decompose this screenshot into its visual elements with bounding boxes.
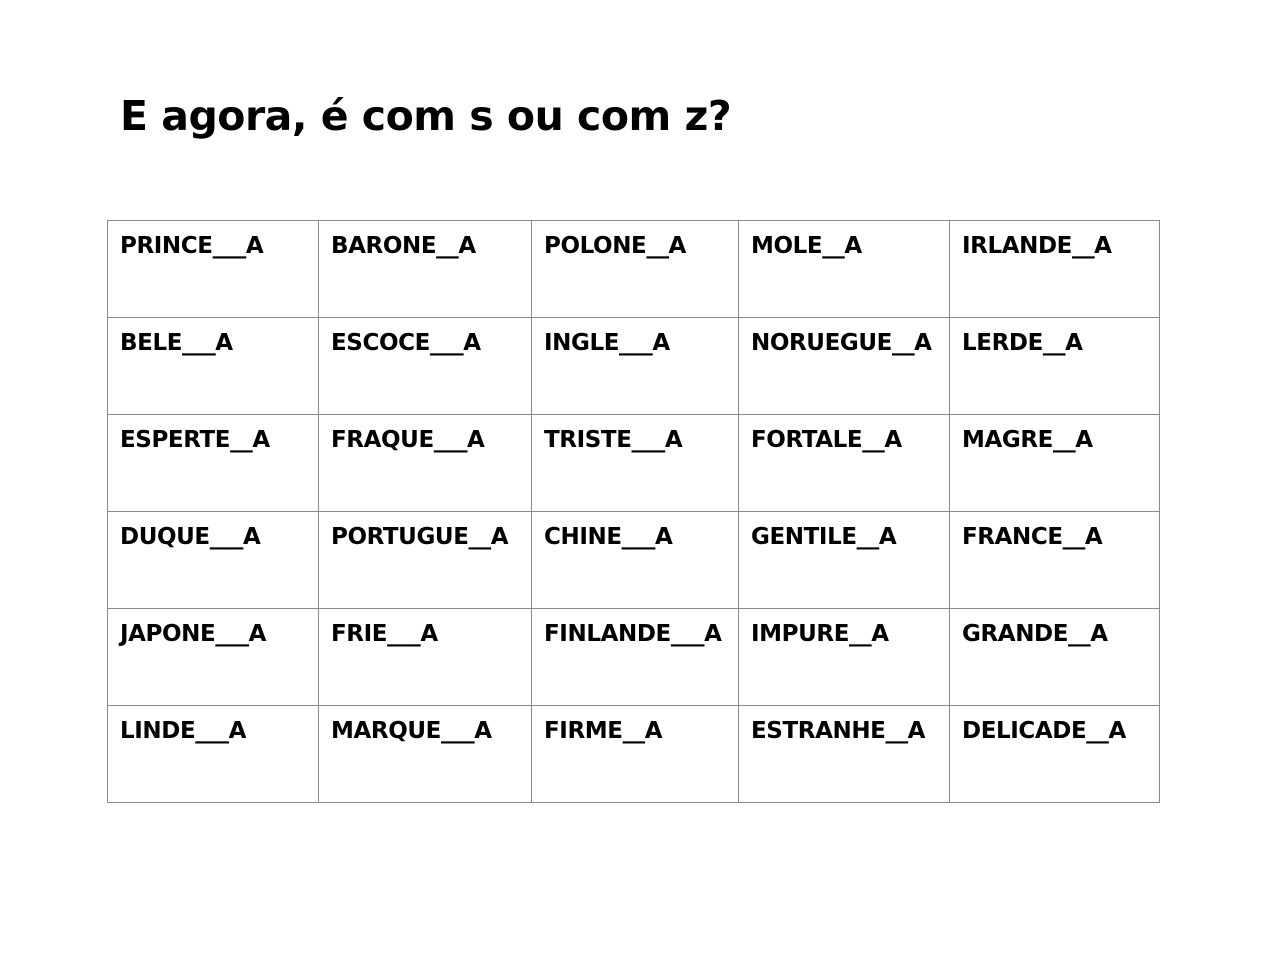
table-cell [532,415,739,512]
table-row [108,221,1160,318]
word-blank: ESTRANHE__A [751,718,926,744]
table-cell [739,706,950,803]
word-blank: GENTILE__A [751,524,897,550]
word-blank: POLONE__A [544,233,686,259]
word-blank: FINLANDE___A [544,621,722,647]
table-cell [108,415,319,512]
word-blank: GRANDE__A [962,621,1108,647]
page-title: E agora, é com s ou com z? [120,92,732,140]
word-blank: MOLE__A [751,233,862,259]
word-blank: INGLE___A [544,330,670,356]
table-cell [319,512,532,609]
word-blank: LERDE__A [962,330,1083,356]
word-blank: ESPERTE__A [120,427,270,453]
word-blank: LINDE___A [120,718,246,744]
word-blank: ESCOCE___A [331,330,481,356]
table-row [108,318,1160,415]
table-cell [950,512,1160,609]
table-cell [319,609,532,706]
word-blank: PRINCE___A [120,233,264,259]
table-cell [532,706,739,803]
word-blank: DELICADE__A [962,718,1126,744]
table-cell [532,609,739,706]
table-cell [319,221,532,318]
table-cell [108,512,319,609]
word-blank: TRISTE___A [544,427,683,453]
word-blank: NORUEGUE__A [751,330,932,356]
table-row [108,609,1160,706]
table-cell [950,415,1160,512]
table-cell [950,318,1160,415]
table-row [108,706,1160,803]
table-row [108,415,1160,512]
word-blank: FORTALE__A [751,427,902,453]
word-blank: IMPURE__A [751,621,889,647]
table-cell [950,706,1160,803]
word-blank: IRLANDE__A [962,233,1112,259]
table-cell [950,221,1160,318]
table-cell [108,221,319,318]
word-blank: MAGRE__A [962,427,1093,453]
table-cell [739,318,950,415]
word-blank: BELE___A [120,330,233,356]
table-cell [108,706,319,803]
table-cell [532,512,739,609]
word-blank: MARQUE___A [331,718,492,744]
word-blank: PORTUGUE__A [331,524,509,550]
table-cell [108,609,319,706]
table-cell [532,221,739,318]
word-blank: CHINE___A [544,524,673,550]
table-cell [319,415,532,512]
table-cell [739,512,950,609]
table-cell [319,706,532,803]
table-cell [950,609,1160,706]
word-table [107,220,1160,803]
table-cell [108,318,319,415]
table-row [108,512,1160,609]
word-blank: FIRME__A [544,718,663,744]
word-blank: FRIE___A [331,621,438,647]
table-cell [739,415,950,512]
table-cell [532,318,739,415]
word-blank: BARONE__A [331,233,476,259]
table-cell [319,318,532,415]
table-cell [739,221,950,318]
table-cell [739,609,950,706]
word-blank: JAPONE___A [120,621,267,647]
word-blank: DUQUE___A [120,524,261,550]
word-blank: FRAQUE___A [331,427,485,453]
word-blank: FRANCE__A [962,524,1103,550]
